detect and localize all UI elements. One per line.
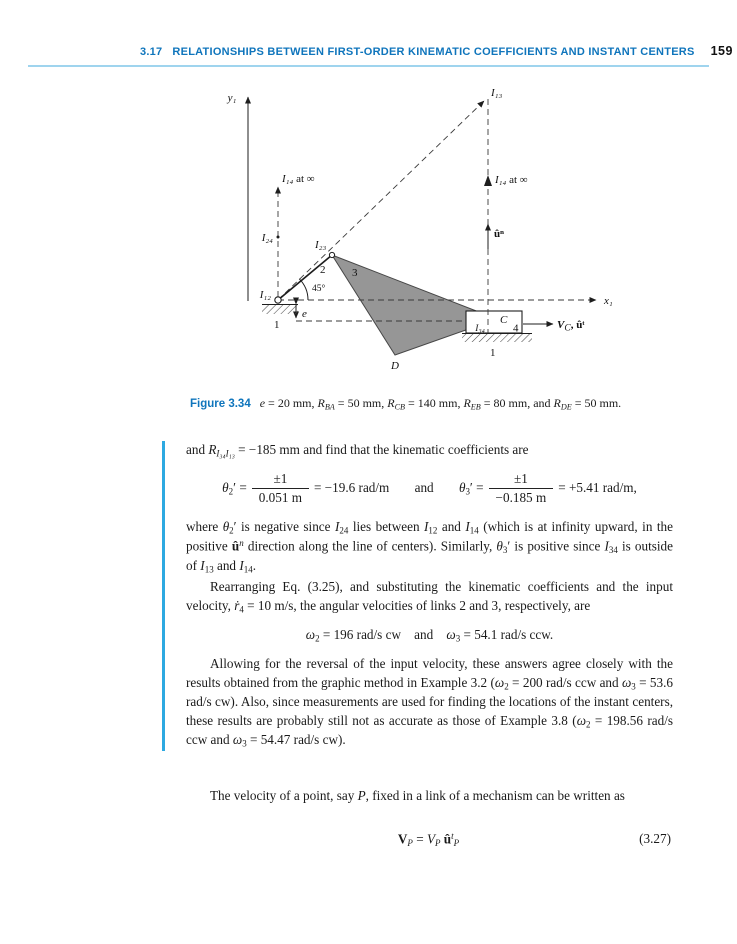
ground-hatch-right [462,334,532,342]
offset-e-label: e [302,308,307,320]
theta3-result: = +5.41 rad/m, [558,480,637,496]
theta2-result: = −19.6 rad/m [314,480,390,496]
i14-left-label: I₁₄ at ∞ [282,173,315,185]
fraction-theta2 [252,471,309,506]
running-head [140,46,695,58]
paragraph-kinematic-coefficients-intro: and RI₃₄I₁₃ = −185 mm and find that the kinematic coefficients are [186,441,529,459]
angle-45-label: 45° [312,284,326,294]
i23-label: I₂₃ [315,239,327,251]
ground-left-label: 1 [274,319,280,331]
section-title: RELATIONSHIPS BETWEEN FIRST-ORDER KINEMATIC COEFFICIENTS AND INSTANT CENTERS [172,46,695,58]
denominator: 0.051 m [252,488,309,506]
link4-label: 4 [513,322,519,335]
figure-caption-text: e = 20 mm, RBA = 50 mm, RCB = 140 mm, REB = 80 mm, and RDE = 50 mm. [259,396,622,412]
point-d-label: D [391,360,399,372]
paragraph-rearranging: Rearranging Eq. (3.25), and substituting the kinematic coefficients and the input velocity, ṙ$_4$ = 10 m/s, the angular velocities of links 2 and 3, respectively, are [186,578,673,615]
velocity-c-label: VC, ûᵗ [557,319,585,334]
header-rule [28,65,709,67]
paragraph-sign-explanation: where $\theta_2'$ is negative since $I_{24}$ lies between $I_{12}$ and $I_{14}$ (which is at infinity upward, in the positive $û^n$ direction along the line of centers). Similarly, $\theta_3'$ is positive since $I_{34}$ is outside of $I_{13}$ and $I_{14}$. [186,518,674,575]
fraction-theta3 [489,471,554,506]
ground-hatch-left [262,305,298,314]
ground-right-label: 1 [490,347,496,359]
link3-label: 3 [352,267,358,279]
equation-conjunction: and [414,480,434,496]
section-number: 3.17 [140,46,163,58]
paragraph-comparison: Allowing for the reversal of the input velocity, these answers agree closely with the results obtained from the graphic method in Example 3.2 ($\omega_2 = 200$ rad/s ccw and $\omega_3 = 53.6$ rad/s cw). Also, since measurements are used for finding the locations of the instant centers, these results are probably still not as accurate as those of Example 3.8 ($\omega_2 = 198.56$ rad/s ccw and $\omega_3 = 54.47$ rad/s cw). [186,656,673,749]
page-header [140,44,733,58]
paragraph-velocity-of-point: The velocity of a point, say P, fixed in a link of a mechanism can be written as [210,787,625,803]
equation-theta3 [459,471,637,506]
theta2-lhs: $\theta_2'$ = [222,480,247,497]
i12-label: I₁₂ [259,289,271,301]
closing-section [186,787,671,849]
page-number: 159 [710,44,733,58]
equation-theta2 [222,471,389,506]
i34-label: I₃₄ [475,324,485,334]
numerator: ±1 [273,471,288,487]
mechanism-diagram [170,85,622,377]
equation-kinematic-coefficients [186,471,673,506]
figure-caption [190,396,677,413]
equation-3-27-body: VP = VP $û^tP$ [397,831,460,849]
y1-axis-label: y₁ [227,92,237,104]
equation-3-27-number: (3.27) [639,831,671,847]
theta3-lhs: $\theta_3'$ = [458,480,484,497]
denominator: −0.185 m [489,488,554,506]
link2-label: 2 [320,264,326,276]
equation-angular-velocities: $\omega_2 = 196$ rad/s cw and $\omega_3 = 54.1$ rad/s ccw. [305,626,554,644]
point-c-label: C [500,314,508,326]
example-block [162,441,673,751]
equation-3-27 [186,831,671,848]
figure-caption-label: Figure 3.34 [190,398,251,410]
textbook-page [0,44,737,944]
pivot-i12-joint [275,297,281,303]
point-i24 [277,236,280,239]
i14-right-arrowhead [484,175,492,186]
i24-label: I₂₄ [261,232,273,244]
numerator: ±1 [513,471,528,487]
line-of-centers-i12-i13 [278,101,484,300]
x1-axis-label: x₁ [604,295,613,307]
figure-3-34 [170,85,737,382]
i14-right-label: I₁₄ at ∞ [495,174,528,186]
u-normal-label: ûⁿ [494,228,504,240]
i13-label: I₁₃ [491,87,503,99]
joint-b-i23 [329,252,334,257]
